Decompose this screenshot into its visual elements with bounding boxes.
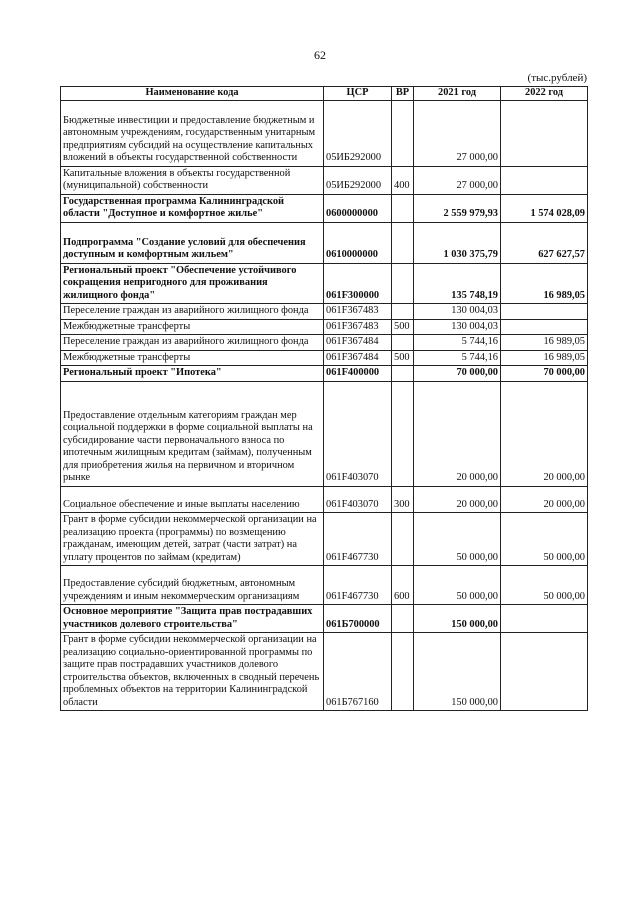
cell-y2022 <box>501 304 588 320</box>
table-row <box>61 263 588 304</box>
cell-y2022: 16 989,05 <box>501 263 588 304</box>
cell-vr: 300 <box>392 486 414 513</box>
table-row <box>61 566 588 605</box>
cell-csr: 05ИБ292000 <box>324 166 392 194</box>
table-row <box>61 633 588 711</box>
cell-y2022: 20 000,00 <box>501 486 588 513</box>
cell-y2021: 50 000,00 <box>414 566 501 605</box>
header-2021: 2021 год <box>414 87 501 101</box>
cell-y2022: 20 000,00 <box>501 381 588 486</box>
cell-csr: 061F367484 <box>324 350 392 366</box>
cell-csr: 061F403070 <box>324 381 392 486</box>
cell-y2021: 20 000,00 <box>414 381 501 486</box>
cell-csr: 061F467730 <box>324 566 392 605</box>
table-row <box>61 366 588 382</box>
cell-y2021: 1 030 375,79 <box>414 222 501 263</box>
cell-y2021: 27 000,00 <box>414 100 501 166</box>
table-row <box>61 166 588 194</box>
cell-csr: 061F300000 <box>324 263 392 304</box>
table-row <box>61 605 588 633</box>
cell-name: Капитальные вложения в объекты государственной (муниципальной) собственности <box>61 166 324 194</box>
cell-y2021: 70 000,00 <box>414 366 501 382</box>
cell-vr: 600 <box>392 566 414 605</box>
table-row <box>61 194 588 222</box>
budget-table <box>60 86 588 711</box>
header-vr: ВР <box>392 87 414 101</box>
cell-y2022: 16 989,05 <box>501 350 588 366</box>
cell-name: Социальное обеспечение и иные выплаты населению <box>61 486 324 513</box>
cell-name: Подпрограмма "Создание условий для обеспечения доступным и комфортным жильем" <box>61 222 324 263</box>
header-csr: ЦСР <box>324 87 392 101</box>
cell-name: Региональный проект "Ипотека" <box>61 366 324 382</box>
cell-csr: 061F367483 <box>324 304 392 320</box>
table-row <box>61 319 588 335</box>
cell-vr <box>392 100 414 166</box>
cell-vr <box>392 381 414 486</box>
cell-name: Межбюджетные трансферты <box>61 350 324 366</box>
cell-vr <box>392 513 414 566</box>
cell-csr: 061Б767160 <box>324 633 392 711</box>
cell-vr <box>392 263 414 304</box>
table-row <box>61 350 588 366</box>
cell-y2021: 130 004,03 <box>414 319 501 335</box>
cell-y2022 <box>501 319 588 335</box>
table-row <box>61 335 588 351</box>
cell-name: Переселение граждан из аварийного жилищного фонда <box>61 304 324 320</box>
cell-csr: 061F367483 <box>324 319 392 335</box>
cell-y2022 <box>501 100 588 166</box>
cell-csr: 0600000000 <box>324 194 392 222</box>
cell-name: Региональный проект "Обеспечение устойчивого сокращения непригодного для проживания жилищного фонда" <box>61 263 324 304</box>
cell-name: Предоставление субсидий бюджетным, автономным учреждениям и иным некоммерческим организациям <box>61 566 324 605</box>
cell-y2021: 130 004,03 <box>414 304 501 320</box>
table-row <box>61 100 588 166</box>
cell-y2021: 5 744,16 <box>414 350 501 366</box>
table-row <box>61 381 588 486</box>
table-header-row <box>61 87 588 101</box>
cell-vr: 500 <box>392 350 414 366</box>
cell-csr: 061F367484 <box>324 335 392 351</box>
cell-y2021: 2 559 979,93 <box>414 194 501 222</box>
cell-y2022: 50 000,00 <box>501 513 588 566</box>
cell-y2021: 5 744,16 <box>414 335 501 351</box>
cell-y2022: 70 000,00 <box>501 366 588 382</box>
cell-vr: 400 <box>392 166 414 194</box>
cell-csr: 061F400000 <box>324 366 392 382</box>
cell-vr <box>392 222 414 263</box>
cell-y2022: 50 000,00 <box>501 566 588 605</box>
cell-vr <box>392 605 414 633</box>
table-row <box>61 513 588 566</box>
page-number: 62 <box>314 48 326 62</box>
cell-name: Государственная программа Калининградской области "Доступное и комфортное жилье" <box>61 194 324 222</box>
cell-csr: 061F403070 <box>324 486 392 513</box>
cell-y2021: 20 000,00 <box>414 486 501 513</box>
cell-y2022: 627 627,57 <box>501 222 588 263</box>
cell-name: Переселение граждан из аварийного жилищного фонда <box>61 335 324 351</box>
cell-name: Основное мероприятие "Защита прав пострадавших участников долевого строительства" <box>61 605 324 633</box>
cell-y2021: 135 748,19 <box>414 263 501 304</box>
table-body <box>61 100 588 711</box>
cell-y2021: 150 000,00 <box>414 605 501 633</box>
cell-y2022 <box>501 166 588 194</box>
cell-y2022 <box>501 633 588 711</box>
cell-vr <box>392 633 414 711</box>
cell-y2022: 16 989,05 <box>501 335 588 351</box>
cell-y2022 <box>501 605 588 633</box>
table-row <box>61 486 588 513</box>
cell-csr: 05ИБ292000 <box>324 100 392 166</box>
cell-name: Предоставление отдельным категориям граждан мер социальной поддержки в форме социальной выплаты на субсидирование части первоначального взноса по ипотечным жилищным кредитам (займам), полученным для приобретения жилья на первичном и вторичном рынке <box>61 381 324 486</box>
cell-vr <box>392 304 414 320</box>
cell-csr: 061Б700000 <box>324 605 392 633</box>
header-name: Наименование кода <box>61 87 324 101</box>
cell-name: Межбюджетные трансферты <box>61 319 324 335</box>
cell-y2021: 27 000,00 <box>414 166 501 194</box>
table-row <box>61 222 588 263</box>
cell-name: Грант в форме субсидии некоммерческой организации на реализацию социально-ориентированной программы по защите прав пострадавших участников долевого строительства объектов, включенных в сводный перечень проблемных объектов на территории Калининградской области <box>61 633 324 711</box>
cell-vr <box>392 366 414 382</box>
cell-name: Бюджетные инвестиции и предоставление бюджетным и автономным учреждениям, государственным унитарным предприятиям субсидий на осуществление капитальных вложений в объекты государственной собственности <box>61 100 324 166</box>
cell-y2022: 1 574 028,09 <box>501 194 588 222</box>
cell-vr <box>392 335 414 351</box>
table-row <box>61 304 588 320</box>
cell-y2021: 50 000,00 <box>414 513 501 566</box>
cell-vr <box>392 194 414 222</box>
header-2022: 2022 год <box>501 87 588 101</box>
cell-csr: 061F467730 <box>324 513 392 566</box>
cell-csr: 0610000000 <box>324 222 392 263</box>
cell-y2021: 150 000,00 <box>414 633 501 711</box>
units-label: (тыс.рублей) <box>527 72 587 84</box>
cell-name: Грант в форме субсидии некоммерческой организации на реализацию проекта (программы) по возмещению гражданам, имеющим детей, затрат (части затрат) на уплату процентов по займам (кредитам) <box>61 513 324 566</box>
cell-vr: 500 <box>392 319 414 335</box>
